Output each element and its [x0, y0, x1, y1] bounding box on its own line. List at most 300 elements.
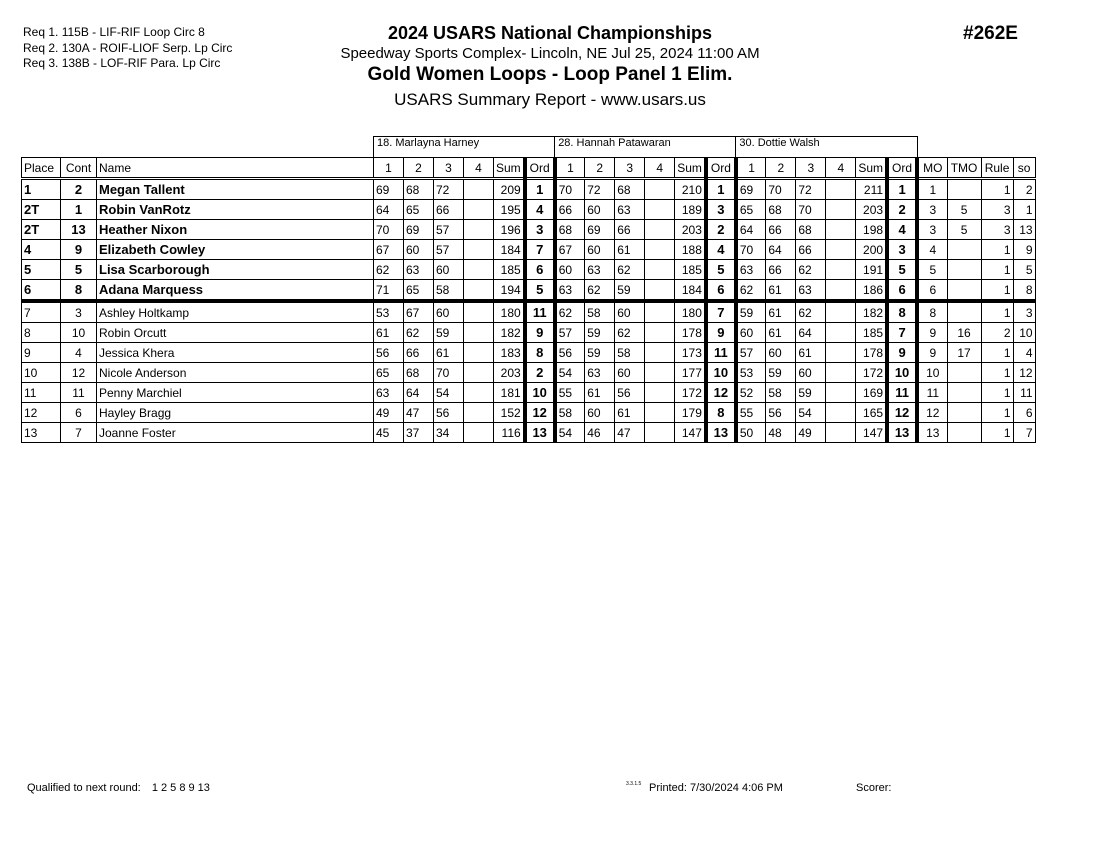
col-judge-2-3: 3	[615, 158, 645, 179]
score-cell: 70	[766, 179, 796, 200]
cont-cell: 5	[61, 260, 97, 280]
name-cell: Joanne Foster	[97, 423, 374, 443]
score-cell: 61	[766, 323, 796, 343]
score-cell: 67	[374, 240, 404, 260]
score-cell: 50	[736, 423, 766, 443]
score-cell: 62	[796, 260, 826, 280]
score-cell: 60	[615, 363, 645, 383]
score-cell: 60	[736, 323, 766, 343]
score-cell: 58	[766, 383, 796, 403]
score-cell	[464, 220, 494, 240]
score-cell	[826, 301, 856, 323]
score-cell: 61	[615, 240, 645, 260]
score-cell: 56	[374, 343, 404, 363]
rule-cell: 1	[981, 280, 1013, 302]
score-cell: 62	[615, 260, 645, 280]
score-cell: 59	[434, 323, 464, 343]
mo-cell: 9	[917, 343, 947, 363]
col-name: Name	[97, 158, 374, 179]
score-cell	[464, 323, 494, 343]
name-cell: Penny Marchiel	[97, 383, 374, 403]
score-cell: 65	[374, 363, 404, 383]
sum-cell: 169	[856, 383, 887, 403]
tmo-cell: 5	[947, 200, 981, 220]
score-cell: 46	[585, 423, 615, 443]
scorer-label: Scorer:	[856, 782, 892, 794]
name-cell: Ashley Holtkamp	[97, 301, 374, 323]
version-label: 3.3.1.5	[626, 781, 642, 787]
col-judge-3-2: 2	[766, 158, 796, 179]
cont-cell: 4	[61, 343, 97, 363]
score-cell	[645, 363, 675, 383]
col-judge-3-3: 3	[796, 158, 826, 179]
col-judge-2-sum: Sum	[675, 158, 706, 179]
sum-cell: 184	[494, 240, 525, 260]
ordinal-cell: 5	[887, 260, 917, 280]
score-cell: 68	[615, 179, 645, 200]
event-number: #262E	[963, 23, 1018, 44]
qualified-line	[27, 782, 210, 794]
score-cell	[826, 179, 856, 200]
so-cell: 12	[1013, 363, 1035, 383]
score-cell: 61	[796, 343, 826, 363]
score-cell: 72	[796, 179, 826, 200]
place-cell: 13	[22, 423, 61, 443]
score-cell: 47	[404, 403, 434, 423]
table-row	[22, 220, 1036, 240]
score-cell: 66	[615, 220, 645, 240]
score-cell: 63	[615, 200, 645, 220]
score-cell	[464, 240, 494, 260]
cont-cell: 2	[61, 179, 97, 200]
ordinal-cell: 9	[525, 323, 555, 343]
ordinal-cell: 8	[887, 301, 917, 323]
sum-cell: 203	[856, 200, 887, 220]
so-cell: 7	[1013, 423, 1035, 443]
score-cell	[826, 220, 856, 240]
ordinal-cell: 2	[706, 220, 736, 240]
sum-cell: 196	[494, 220, 525, 240]
score-cell: 47	[615, 423, 645, 443]
event-title: Gold Women Loops - Loop Panel 1 Elim.	[367, 64, 733, 85]
score-cell: 71	[374, 280, 404, 302]
sum-cell: 172	[675, 383, 706, 403]
score-cell: 61	[615, 403, 645, 423]
col-judge-1-4: 4	[464, 158, 494, 179]
sum-cell: 165	[856, 403, 887, 423]
score-cell	[645, 240, 675, 260]
ordinal-cell: 4	[525, 200, 555, 220]
col-place: Place	[22, 158, 61, 179]
col-judge-3-1: 1	[736, 158, 766, 179]
score-cell: 66	[766, 220, 796, 240]
score-cell: 48	[766, 423, 796, 443]
table-row	[22, 200, 1036, 220]
judge-2-name: 28. Hannah Patawaran	[555, 137, 736, 158]
score-cell: 69	[404, 220, 434, 240]
mo-cell: 3	[917, 220, 947, 240]
ordinal-cell: 13	[887, 423, 917, 443]
ordinal-cell: 10	[706, 363, 736, 383]
score-cell: 62	[796, 301, 826, 323]
score-cell: 66	[766, 260, 796, 280]
score-cell	[645, 323, 675, 343]
score-cell: 57	[434, 240, 464, 260]
so-cell: 3	[1013, 301, 1035, 323]
score-cell: 57	[555, 323, 585, 343]
score-cell: 59	[796, 383, 826, 403]
score-cell: 56	[434, 403, 464, 423]
score-cell: 49	[796, 423, 826, 443]
tmo-cell	[947, 423, 981, 443]
score-cell	[645, 301, 675, 323]
rule-cell: 1	[981, 240, 1013, 260]
report-title: USARS Summary Report - www.usars.us	[394, 90, 706, 109]
score-cell: 67	[404, 301, 434, 323]
printed-timestamp: Printed: 7/30/2024 4:06 PM	[649, 782, 783, 794]
cont-cell: 8	[61, 280, 97, 302]
score-cell: 70	[555, 179, 585, 200]
name-cell: Adana Marquess	[97, 280, 374, 302]
score-cell: 62	[585, 280, 615, 302]
score-cell	[464, 403, 494, 423]
score-cell	[645, 343, 675, 363]
score-cell: 64	[796, 323, 826, 343]
score-cell	[645, 200, 675, 220]
so-cell: 1	[1013, 200, 1035, 220]
judge-1-name: 18. Marlayna Harney	[374, 137, 555, 158]
so-cell: 6	[1013, 403, 1035, 423]
place-cell: 11	[22, 383, 61, 403]
competition-title: 2024 USARS National Championships	[387, 23, 713, 43]
ordinal-cell: 11	[706, 343, 736, 363]
score-cell: 54	[796, 403, 826, 423]
ordinal-cell: 13	[706, 423, 736, 443]
ordinal-cell: 12	[887, 403, 917, 423]
ordinal-cell: 12	[706, 383, 736, 403]
score-cell	[826, 280, 856, 302]
tmo-cell: 17	[947, 343, 981, 363]
col-tmo: TMO	[947, 158, 981, 179]
so-cell: 11	[1013, 383, 1035, 403]
score-cell: 66	[796, 240, 826, 260]
name-cell: Heather Nixon	[97, 220, 374, 240]
table-row	[22, 383, 1036, 403]
score-cell: 34	[434, 423, 464, 443]
ordinal-cell: 10	[525, 383, 555, 403]
name-cell: Robin Orcutt	[97, 323, 374, 343]
so-cell: 5	[1013, 260, 1035, 280]
score-cell: 54	[434, 383, 464, 403]
col-judge-1-ord: Ord	[525, 158, 555, 179]
table-row	[22, 403, 1036, 423]
sum-cell: 211	[856, 179, 887, 200]
sum-cell: 203	[675, 220, 706, 240]
requirement-3: Req 3. 138B - LOF-RIF Para. Lp Circ	[23, 56, 221, 70]
name-cell: Hayley Bragg	[97, 403, 374, 423]
ordinal-cell: 8	[525, 343, 555, 363]
sum-cell: 179	[675, 403, 706, 423]
table-row	[22, 423, 1036, 443]
ordinal-cell: 9	[706, 323, 736, 343]
name-cell: Nicole Anderson	[97, 363, 374, 383]
table-row	[22, 240, 1036, 260]
score-cell: 60	[796, 363, 826, 383]
score-cell: 52	[736, 383, 766, 403]
name-cell: Megan Tallent	[97, 179, 374, 200]
score-cell: 63	[555, 280, 585, 302]
ordinal-cell: 2	[887, 200, 917, 220]
sum-cell: 191	[856, 260, 887, 280]
name-cell: Elizabeth Cowley	[97, 240, 374, 260]
score-cell: 63	[585, 363, 615, 383]
sum-cell: 147	[675, 423, 706, 443]
score-cell: 58	[615, 343, 645, 363]
table-row	[22, 363, 1036, 383]
cont-cell: 3	[61, 301, 97, 323]
ordinal-cell: 7	[706, 301, 736, 323]
score-cell	[464, 280, 494, 302]
ordinal-cell: 4	[887, 220, 917, 240]
sum-cell: 200	[856, 240, 887, 260]
place-cell: 2T	[22, 220, 61, 240]
rule-cell: 1	[981, 363, 1013, 383]
score-cell: 37	[404, 423, 434, 443]
sum-cell: 184	[675, 280, 706, 302]
sum-cell: 180	[675, 301, 706, 323]
col-cont: Cont	[61, 158, 97, 179]
score-cell: 68	[766, 200, 796, 220]
ordinal-cell: 4	[706, 240, 736, 260]
so-cell: 4	[1013, 343, 1035, 363]
score-cell: 54	[555, 423, 585, 443]
sum-cell: 172	[856, 363, 887, 383]
score-cell	[645, 403, 675, 423]
score-cell	[826, 323, 856, 343]
score-cell: 70	[434, 363, 464, 383]
score-cell: 62	[404, 323, 434, 343]
score-cell: 66	[404, 343, 434, 363]
ordinal-cell: 10	[887, 363, 917, 383]
score-cell	[464, 260, 494, 280]
score-cell: 65	[736, 200, 766, 220]
results-table	[21, 136, 1036, 443]
ordinal-cell: 2	[525, 363, 555, 383]
score-cell	[826, 363, 856, 383]
score-cell: 72	[585, 179, 615, 200]
score-cell	[464, 423, 494, 443]
qualified-values: 1 2 5 8 9 13	[151, 782, 210, 794]
mo-cell: 12	[917, 403, 947, 423]
score-cell	[645, 220, 675, 240]
cont-cell: 13	[61, 220, 97, 240]
score-cell: 64	[766, 240, 796, 260]
place-cell: 4	[22, 240, 61, 260]
score-cell	[645, 179, 675, 200]
score-cell: 53	[736, 363, 766, 383]
score-cell: 64	[404, 383, 434, 403]
score-cell: 59	[766, 363, 796, 383]
sum-cell: 177	[675, 363, 706, 383]
score-cell: 58	[585, 301, 615, 323]
sum-cell: 116	[494, 423, 525, 443]
sum-cell: 178	[675, 323, 706, 343]
tmo-cell	[947, 260, 981, 280]
so-cell: 2	[1013, 179, 1035, 200]
rule-cell: 2	[981, 323, 1013, 343]
mo-cell: 8	[917, 301, 947, 323]
ordinal-cell: 1	[525, 179, 555, 200]
so-cell: 13	[1013, 220, 1035, 240]
sum-cell: 152	[494, 403, 525, 423]
score-cell: 59	[585, 323, 615, 343]
score-cell: 66	[434, 200, 464, 220]
tmo-cell	[947, 240, 981, 260]
score-cell: 70	[796, 200, 826, 220]
score-cell	[464, 343, 494, 363]
score-cell	[464, 179, 494, 200]
score-cell: 70	[374, 220, 404, 240]
sum-cell: 182	[494, 323, 525, 343]
ordinal-cell: 3	[706, 200, 736, 220]
col-judge-1-sum: Sum	[494, 158, 525, 179]
rule-cell: 3	[981, 220, 1013, 240]
sum-cell: 180	[494, 301, 525, 323]
sum-cell: 181	[494, 383, 525, 403]
sum-cell: 189	[675, 200, 706, 220]
score-cell: 69	[736, 179, 766, 200]
score-cell: 61	[766, 280, 796, 302]
cont-cell: 7	[61, 423, 97, 443]
score-cell: 60	[585, 403, 615, 423]
score-cell: 54	[555, 363, 585, 383]
ordinal-cell: 7	[525, 240, 555, 260]
ordinal-cell: 7	[887, 323, 917, 343]
ordinal-cell: 11	[887, 383, 917, 403]
place-cell: 8	[22, 323, 61, 343]
ordinal-cell: 1	[887, 179, 917, 200]
score-cell: 60	[434, 301, 464, 323]
so-cell: 8	[1013, 280, 1035, 302]
col-judge-2-1: 1	[555, 158, 585, 179]
cont-cell: 9	[61, 240, 97, 260]
mo-cell: 10	[917, 363, 947, 383]
score-cell: 56	[555, 343, 585, 363]
score-cell	[464, 383, 494, 403]
score-cell: 65	[404, 280, 434, 302]
score-cell: 69	[585, 220, 615, 240]
score-cell: 45	[374, 423, 404, 443]
score-cell: 61	[585, 383, 615, 403]
rule-cell: 3	[981, 200, 1013, 220]
tmo-cell: 5	[947, 220, 981, 240]
venue-date: Speedway Sports Complex- Lincoln, NE Jul 25, 2024 11:00 AM	[340, 45, 760, 62]
score-cell: 57	[736, 343, 766, 363]
score-cell: 57	[434, 220, 464, 240]
score-cell	[826, 240, 856, 260]
score-cell	[645, 280, 675, 302]
place-cell: 9	[22, 343, 61, 363]
col-judge-1-2: 2	[404, 158, 434, 179]
ordinal-cell: 5	[525, 280, 555, 302]
sum-cell: 203	[494, 363, 525, 383]
rule-cell: 1	[981, 383, 1013, 403]
col-so: so	[1013, 158, 1035, 179]
score-cell	[464, 200, 494, 220]
rule-cell: 1	[981, 343, 1013, 363]
place-cell: 12	[22, 403, 61, 423]
score-cell: 67	[555, 240, 585, 260]
cont-cell: 10	[61, 323, 97, 343]
cont-cell: 6	[61, 403, 97, 423]
rule-cell: 1	[981, 179, 1013, 200]
table-row	[22, 179, 1036, 200]
score-cell: 55	[555, 383, 585, 403]
score-cell	[826, 200, 856, 220]
score-cell: 64	[736, 220, 766, 240]
rule-cell: 1	[981, 423, 1013, 443]
judge-header-row	[22, 137, 1036, 158]
score-cell	[826, 383, 856, 403]
tmo-cell	[947, 280, 981, 302]
score-cell: 72	[434, 179, 464, 200]
requirement-2: Req 2. 130A - ROIF-LIOF Serp. Lp Circ	[23, 40, 233, 55]
score-cell: 69	[374, 179, 404, 200]
score-cell: 63	[404, 260, 434, 280]
place-cell: 6	[22, 280, 61, 302]
score-cell: 59	[615, 280, 645, 302]
score-cell: 64	[374, 200, 404, 220]
place-cell: 2T	[22, 200, 61, 220]
score-cell: 60	[585, 200, 615, 220]
ordinal-cell: 5	[706, 260, 736, 280]
qualified-label: Qualified to next round:	[27, 782, 141, 794]
sum-cell: 185	[494, 260, 525, 280]
mo-cell: 5	[917, 260, 947, 280]
score-cell	[464, 363, 494, 383]
rule-cell: 1	[981, 260, 1013, 280]
sum-cell: 195	[494, 200, 525, 220]
ordinal-cell: 12	[525, 403, 555, 423]
score-cell	[826, 260, 856, 280]
sum-cell: 185	[856, 323, 887, 343]
score-cell: 59	[585, 343, 615, 363]
col-judge-2-2: 2	[585, 158, 615, 179]
name-cell: Jessica Khera	[97, 343, 374, 363]
mo-cell: 9	[917, 323, 947, 343]
score-cell: 62	[615, 323, 645, 343]
table-row	[22, 260, 1036, 280]
cont-cell: 1	[61, 200, 97, 220]
tmo-cell	[947, 363, 981, 383]
score-cell: 61	[766, 301, 796, 323]
score-cell	[645, 383, 675, 403]
score-cell: 68	[555, 220, 585, 240]
tmo-cell: 16	[947, 323, 981, 343]
rule-cell: 1	[981, 301, 1013, 323]
ordinal-cell: 6	[525, 260, 555, 280]
score-cell: 66	[555, 200, 585, 220]
table-row	[22, 280, 1036, 302]
ordinal-cell: 6	[887, 280, 917, 302]
so-cell: 10	[1013, 323, 1035, 343]
col-judge-3-4: 4	[826, 158, 856, 179]
column-header-row	[22, 158, 1036, 179]
tmo-cell	[947, 301, 981, 323]
table-row	[22, 343, 1036, 363]
score-cell: 68	[796, 220, 826, 240]
score-cell	[826, 423, 856, 443]
